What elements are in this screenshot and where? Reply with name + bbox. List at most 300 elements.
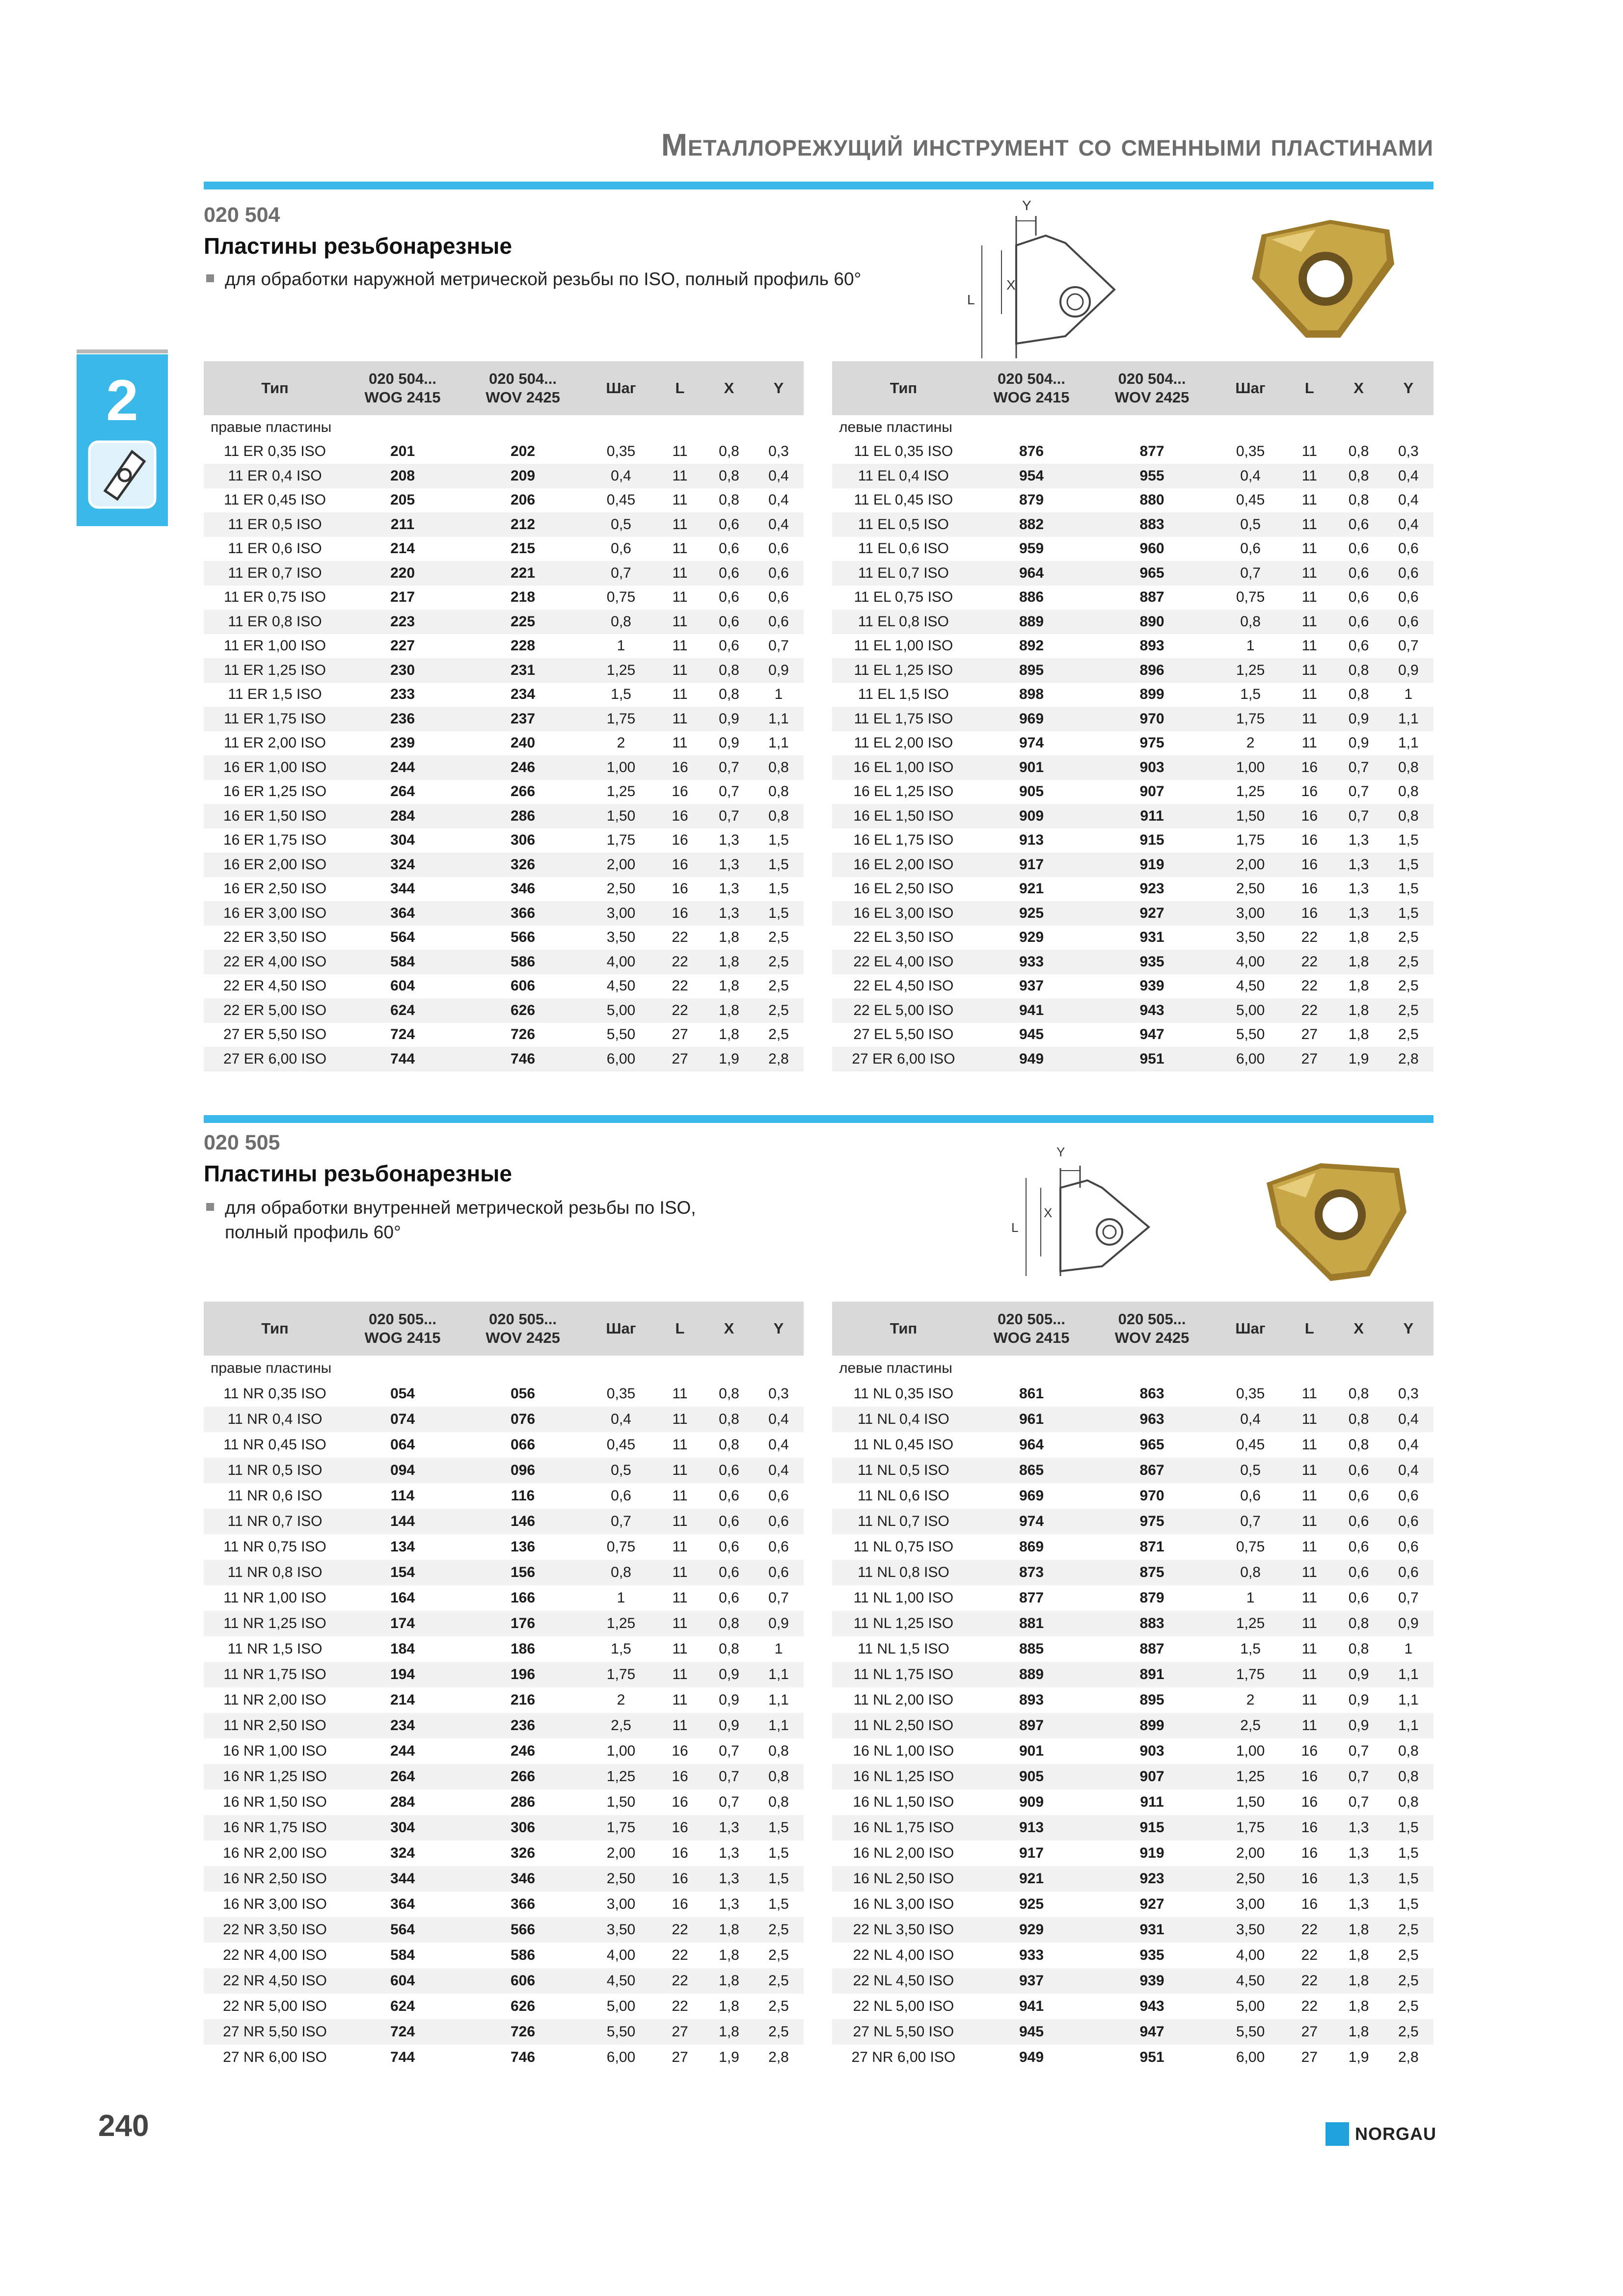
value-cell: 11 xyxy=(655,707,704,731)
table-row xyxy=(832,1611,1434,1636)
value-cell: 11 xyxy=(655,1560,704,1585)
value-cell: 16 xyxy=(655,1764,704,1789)
article-cell: 114 xyxy=(390,1488,415,1504)
value-cell: 2,8 xyxy=(754,1047,804,1071)
article-cell: 209 xyxy=(459,464,587,488)
article-cell: 929 xyxy=(975,1917,1088,1943)
value-cell: 16 xyxy=(1301,783,1318,800)
table-row xyxy=(204,1713,804,1738)
value-cell: 1,5 xyxy=(1383,1815,1434,1841)
value-cell: 11 xyxy=(672,1641,688,1657)
article-cell: 945 xyxy=(975,2019,1088,2045)
table-row xyxy=(832,877,1434,902)
article-cell: 206 xyxy=(510,492,536,508)
value-cell: 2,5 xyxy=(1383,998,1434,1023)
value-cell: 11 xyxy=(1301,1488,1317,1504)
value-cell: 16 xyxy=(1301,1743,1318,1759)
article-cell: 064 xyxy=(390,1437,415,1453)
type-cell: 27 ER 6,00 ISO xyxy=(204,1047,346,1071)
value-cell: 0,5 xyxy=(587,512,655,537)
article-cell: 911 xyxy=(1140,1794,1164,1810)
value-cell: 1,1 xyxy=(1383,707,1434,731)
article-cell: 895 xyxy=(1139,1692,1164,1708)
value-cell: 0,7 xyxy=(1348,1743,1369,1759)
value-cell: 1,25 xyxy=(587,1611,655,1636)
value-cell: 5,00 xyxy=(587,998,655,1023)
article-cell: 881 xyxy=(975,1611,1088,1636)
type-cell: 22 EL 3,50 ISO xyxy=(853,929,954,946)
type-cell: 27 NR 6,00 ISO xyxy=(851,2049,956,2065)
article-cell: 919 xyxy=(1088,853,1216,877)
type-cell: 16 EL 1,75 ISO xyxy=(853,832,954,849)
value-cell: 0,6 xyxy=(1334,1458,1383,1483)
value-cell: 0,6 xyxy=(1334,610,1383,634)
article-cell: 223 xyxy=(346,610,459,634)
type-cell: 11 ER 1,75 ISO xyxy=(204,707,346,731)
type-cell: 11 ER 1,25 ISO xyxy=(204,658,346,683)
type-cell: 16 NR 1,00 ISO xyxy=(223,1743,327,1759)
value-cell: 1 xyxy=(1246,1590,1255,1606)
value-cell: 1,3 xyxy=(719,1896,739,1912)
table-row xyxy=(832,1968,1434,1994)
value-cell: 1,8 xyxy=(704,2019,754,2045)
value-cell: 16 xyxy=(1301,832,1318,849)
value-cell: 0,4 xyxy=(1216,1407,1285,1432)
value-cell: 11 xyxy=(1301,492,1317,508)
article-cell: 927 xyxy=(1088,901,1216,926)
article-cell: 266 xyxy=(510,783,536,800)
type-cell: 22 NL 3,50 ISO xyxy=(832,1917,975,1943)
value-cell: 1,8 xyxy=(719,929,739,946)
value-cell: 16 xyxy=(655,755,704,780)
value-cell: 0,6 xyxy=(1240,1488,1261,1504)
table-row xyxy=(204,1047,804,1071)
table-row xyxy=(204,1560,804,1585)
value-cell: 1,8 xyxy=(704,998,754,1023)
value-cell: 16 xyxy=(1285,1815,1334,1841)
type-cell: 11 EL 0,7 ISO xyxy=(832,561,975,586)
value-cell: 0,35 xyxy=(1236,443,1265,460)
value-cell: 1,50 xyxy=(1236,1794,1265,1810)
value-cell: 0,6 xyxy=(719,638,739,654)
article-cell: 945 xyxy=(1019,1026,1044,1043)
value-cell: 2,5 xyxy=(1398,1998,1419,2014)
column-header: 020 504... WOV 2425 xyxy=(1088,361,1216,415)
value-cell: 0,6 xyxy=(1348,638,1369,654)
table-row xyxy=(204,853,804,877)
value-cell: 1,3 xyxy=(704,853,754,877)
value-cell: 1,3 xyxy=(1348,832,1369,849)
value-cell: 1,8 xyxy=(704,1968,754,1994)
value-cell: 2 xyxy=(1246,1692,1255,1708)
value-cell: 3,50 xyxy=(1216,1917,1285,1943)
column-header: Y xyxy=(1383,1302,1434,1356)
article-cell: 887 xyxy=(1139,589,1164,606)
article-cell: 909 xyxy=(975,804,1088,828)
type-cell: 11 NL 1,5 ISO xyxy=(857,1641,949,1657)
article-cell: 919 xyxy=(1139,1845,1164,1861)
article-cell: 346 xyxy=(510,881,536,897)
value-cell: 16 xyxy=(1285,1764,1334,1789)
value-cell: 16 xyxy=(655,1815,704,1841)
table-row xyxy=(832,1560,1434,1585)
article-cell: 903 xyxy=(1139,1743,1164,1759)
article-cell: 746 xyxy=(459,1047,587,1071)
table-row xyxy=(832,828,1434,853)
value-cell: 2,5 xyxy=(768,929,789,946)
column-header: 020 505... WOV 2425 xyxy=(1088,1302,1216,1356)
type-cell: 16 EL 3,00 ISO xyxy=(832,901,975,926)
value-cell: 16 xyxy=(672,1896,688,1912)
value-cell: 1,25 xyxy=(587,658,655,683)
table-row xyxy=(832,683,1434,707)
type-cell: 11 NR 0,6 ISO xyxy=(227,1488,323,1504)
value-cell: 3,50 xyxy=(587,1917,655,1943)
type-cell: 11 ER 1,5 ISO xyxy=(228,686,322,703)
value-cell: 11 xyxy=(672,1539,688,1555)
value-cell: 0,8 xyxy=(719,686,739,703)
value-cell: 2,5 xyxy=(1398,1026,1419,1043)
value-cell: 3,00 xyxy=(1236,1896,1265,1912)
value-cell: 0,4 xyxy=(754,512,804,537)
value-cell: 22 xyxy=(1301,1998,1318,2014)
table-header-row xyxy=(204,1302,804,1356)
value-cell: 0,6 xyxy=(768,1488,789,1504)
header-divider xyxy=(204,182,1434,189)
value-cell: 0,9 xyxy=(1334,1662,1383,1687)
article-cell: 974 xyxy=(1019,735,1044,751)
value-cell: 22 xyxy=(655,998,704,1023)
section1-code: 020 504 xyxy=(204,203,280,227)
value-cell: 2,50 xyxy=(1236,881,1265,897)
value-cell: 1,75 xyxy=(1236,832,1265,849)
article-cell: 074 xyxy=(346,1407,459,1432)
table-row xyxy=(832,464,1434,488)
article-cell: 306 xyxy=(459,1815,587,1841)
article-cell: 961 xyxy=(975,1407,1088,1432)
value-cell: 0,6 xyxy=(704,1458,754,1483)
value-cell: 0,4 xyxy=(754,1407,804,1432)
value-cell: 11 xyxy=(1301,1437,1317,1453)
article-cell: 264 xyxy=(390,783,415,800)
article-cell: 144 xyxy=(346,1509,459,1534)
value-cell: 2,5 xyxy=(1383,2019,1434,2045)
value-cell: 0,6 xyxy=(704,512,754,537)
type-cell: 16 ER 1,00 ISO xyxy=(204,755,346,780)
article-cell: 220 xyxy=(346,561,459,586)
table-row xyxy=(832,1483,1434,1509)
value-cell: 16 xyxy=(655,1866,704,1892)
chapter-tab[interactable] xyxy=(77,354,168,526)
table-row xyxy=(204,828,804,853)
value-cell: 0,8 xyxy=(768,783,789,800)
value-cell: 1,5 xyxy=(1398,1845,1419,1861)
value-cell: 1,5 xyxy=(1398,832,1419,849)
value-cell: 0,7 xyxy=(719,1743,739,1759)
type-cell: 11 EL 1,00 ISO xyxy=(854,638,953,654)
column-header: Шаг xyxy=(587,1302,655,1356)
article-cell: 215 xyxy=(510,540,536,557)
table-row xyxy=(204,1407,804,1432)
type-cell: 11 ER 1,00 ISO xyxy=(224,638,326,654)
article-cell: 869 xyxy=(1019,1539,1044,1555)
type-cell: 11 ER 0,75 ISO xyxy=(224,589,326,606)
value-cell: 16 xyxy=(672,1845,688,1861)
value-cell: 0,9 xyxy=(704,1662,754,1687)
section2-left-inserts-table xyxy=(832,1302,1434,2070)
column-header: Тип xyxy=(832,1302,975,1356)
table-row xyxy=(832,1458,1434,1483)
type-cell: 22 ER 3,50 ISO xyxy=(223,929,327,946)
article-cell: 965 xyxy=(1088,561,1216,586)
article-cell: 564 xyxy=(346,1917,459,1943)
type-cell: 11 EL 2,00 ISO xyxy=(854,735,953,751)
value-cell: 11 xyxy=(1285,707,1334,731)
value-cell: 11 xyxy=(1301,1539,1317,1555)
column-header: 020 505... WOV 2425 xyxy=(459,1302,587,1356)
value-cell: 0,4 xyxy=(768,1437,789,1453)
insert-icon xyxy=(85,438,159,511)
table-row xyxy=(204,537,804,561)
table-row xyxy=(832,926,1434,950)
table-row xyxy=(204,464,804,488)
value-cell: 27 xyxy=(672,1026,688,1043)
article-cell: 913 xyxy=(1019,832,1044,849)
value-cell: 0,35 xyxy=(606,443,636,460)
article-cell: 937 xyxy=(1019,978,1044,994)
value-cell: 1 xyxy=(1404,1641,1413,1657)
article-cell: 917 xyxy=(975,853,1088,877)
value-cell: 0,8 xyxy=(587,1560,655,1585)
value-cell: 22 xyxy=(672,1947,688,1963)
value-cell: 1,75 xyxy=(1216,1815,1285,1841)
value-cell: 2,5 xyxy=(768,1947,789,1963)
article-cell: 234 xyxy=(510,686,536,703)
value-cell: 0,7 xyxy=(1216,1509,1285,1534)
article-cell: 915 xyxy=(1088,1815,1216,1841)
type-cell: 22 EL 4,50 ISO xyxy=(853,978,954,994)
value-cell: 1,25 xyxy=(606,783,636,800)
value-cell: 0,7 xyxy=(768,638,789,654)
value-cell: 11 xyxy=(1285,512,1334,537)
value-cell: 16 xyxy=(1301,881,1318,897)
article-cell: 931 xyxy=(1088,1917,1216,1943)
value-cell: 16 xyxy=(655,853,704,877)
type-cell: 11 NL 2,00 ISO xyxy=(853,1692,954,1708)
type-cell: 11 NR 0,8 ISO xyxy=(204,1560,346,1585)
value-cell: 27 xyxy=(655,2019,704,2045)
value-cell: 0,6 xyxy=(754,1509,804,1534)
table-row xyxy=(832,1866,1434,1892)
value-cell: 1,3 xyxy=(1334,1815,1383,1841)
article-cell: 246 xyxy=(459,755,587,780)
article-cell: 584 xyxy=(390,1947,415,1963)
table-row xyxy=(204,1994,804,2019)
type-cell: 16 NR 1,25 ISO xyxy=(204,1764,346,1789)
value-cell: 2,5 xyxy=(587,1713,655,1738)
value-cell: 0,9 xyxy=(1383,658,1434,683)
article-cell: 744 xyxy=(346,1047,459,1071)
column-header: X xyxy=(1334,1302,1383,1356)
diagram-label-l: L xyxy=(967,292,975,307)
value-cell: 1,3 xyxy=(1334,853,1383,877)
value-cell: 11 xyxy=(672,1590,688,1606)
value-cell: 1,5 xyxy=(1383,853,1434,877)
value-cell: 22 xyxy=(672,1998,688,2014)
value-cell: 1,8 xyxy=(1348,978,1369,994)
value-cell: 5,50 xyxy=(1236,1026,1265,1043)
value-cell: 0,7 xyxy=(1348,1794,1369,1810)
value-cell: 1,5 xyxy=(754,1866,804,1892)
value-cell: 0,8 xyxy=(1334,464,1383,488)
value-cell: 1,1 xyxy=(1398,1692,1419,1708)
type-cell: 27 NR 5,50 ISO xyxy=(204,2019,346,2045)
value-cell: 11 xyxy=(672,638,688,654)
value-cell: 1,3 xyxy=(704,901,754,926)
type-cell: 16 ER 1,50 ISO xyxy=(204,804,346,828)
value-cell: 5,00 xyxy=(606,1998,636,2014)
value-cell: 1,1 xyxy=(1383,1662,1434,1687)
type-cell: 11 ER 0,8 ISO xyxy=(204,610,346,634)
value-cell: 16 xyxy=(1285,755,1334,780)
value-cell: 1,5 xyxy=(1383,901,1434,926)
section2-title: Пластины резьбонарезные xyxy=(204,1161,513,1186)
article-cell: 228 xyxy=(510,638,536,654)
article-cell: 883 xyxy=(1088,1611,1216,1636)
value-cell: 16 xyxy=(1301,1845,1318,1861)
value-cell: 2,5 xyxy=(768,1026,789,1043)
value-cell: 22 xyxy=(672,978,688,994)
value-cell: 2,5 xyxy=(754,1917,804,1943)
value-cell: 16 xyxy=(1285,1866,1334,1892)
article-cell: 895 xyxy=(975,658,1088,683)
table-row xyxy=(832,1407,1434,1432)
value-cell: 1,5 xyxy=(1398,881,1419,897)
article-cell: 892 xyxy=(1019,638,1044,654)
value-cell: 11 xyxy=(1301,735,1317,751)
chapter-tab-topline xyxy=(77,349,168,353)
value-cell: 16 xyxy=(672,783,688,800)
value-cell: 0,45 xyxy=(606,1437,636,1453)
value-cell: 27 xyxy=(655,1047,704,1071)
section2-code: 020 505 xyxy=(204,1131,280,1154)
article-cell: 136 xyxy=(510,1539,536,1555)
table-row xyxy=(832,998,1434,1023)
value-cell: 2,00 xyxy=(1236,1845,1265,1861)
type-cell: 11 NL 1,00 ISO xyxy=(853,1590,954,1606)
value-cell: 2,8 xyxy=(1383,1047,1434,1071)
column-header: X xyxy=(704,361,754,415)
value-cell: 16 xyxy=(672,1743,688,1759)
table-row xyxy=(832,1432,1434,1458)
value-cell: 2,5 xyxy=(1383,950,1434,974)
section1-left-inserts-table xyxy=(832,361,1434,1071)
article-cell: 897 xyxy=(975,1713,1088,1738)
article-cell: 970 xyxy=(1088,707,1216,731)
type-cell: 16 NL 2,50 ISO xyxy=(832,1866,975,1892)
article-cell: 965 xyxy=(1139,1437,1164,1453)
type-cell: 11 EL 1,25 ISO xyxy=(832,658,975,683)
article-cell: 326 xyxy=(510,1845,536,1861)
article-cell: 211 xyxy=(346,512,459,537)
table-row xyxy=(832,1509,1434,1534)
article-cell: 326 xyxy=(459,853,587,877)
value-cell: 1,50 xyxy=(587,804,655,828)
value-cell: 1 xyxy=(1246,638,1255,654)
table-row xyxy=(204,2019,804,2045)
article-cell: 284 xyxy=(346,804,459,828)
type-cell: 11 ER 0,35 ISO xyxy=(224,443,326,460)
value-cell: 4,50 xyxy=(1236,978,1265,994)
section1-insert-photo xyxy=(1242,205,1404,347)
table-row xyxy=(204,1917,804,1943)
article-cell: 954 xyxy=(975,464,1088,488)
type-cell: 11 NL 0,75 ISO xyxy=(853,1539,954,1555)
article-cell: 907 xyxy=(1088,1764,1216,1789)
article-cell: 975 xyxy=(1088,1509,1216,1534)
article-cell: 955 xyxy=(1088,464,1216,488)
value-cell: 4,50 xyxy=(1216,1968,1285,1994)
value-cell: 2,00 xyxy=(606,1845,636,1861)
article-cell: 927 xyxy=(1139,1896,1164,1912)
article-cell: 366 xyxy=(459,901,587,926)
table-row xyxy=(832,1687,1434,1713)
value-cell: 1,9 xyxy=(1348,2049,1369,2065)
value-cell: 4,00 xyxy=(1236,1947,1265,1963)
value-cell: 1,5 xyxy=(768,881,789,897)
value-cell: 16 xyxy=(1285,804,1334,828)
value-cell: 1,1 xyxy=(768,1692,789,1708)
value-cell: 1,8 xyxy=(719,1026,739,1043)
article-cell: 959 xyxy=(1019,540,1044,557)
table-row xyxy=(204,586,804,610)
value-cell: 11 xyxy=(1301,1590,1317,1606)
value-cell: 1,8 xyxy=(1334,1917,1383,1943)
article-cell: 883 xyxy=(1088,512,1216,537)
value-cell: 11 xyxy=(1285,1713,1334,1738)
type-cell: 11 EL 0,6 ISO xyxy=(858,540,949,557)
value-cell: 0,6 xyxy=(1334,512,1383,537)
article-cell: 909 xyxy=(1019,1794,1044,1810)
article-cell: 903 xyxy=(1088,755,1216,780)
value-cell: 1,9 xyxy=(719,2049,739,2065)
value-cell: 0,4 xyxy=(1383,464,1434,488)
value-cell: 11 xyxy=(655,610,704,634)
article-cell: 963 xyxy=(1088,1407,1216,1432)
type-cell: 11 NL 0,4 ISO xyxy=(832,1407,975,1432)
value-cell: 11 xyxy=(1285,1560,1334,1585)
value-cell: 16 xyxy=(672,881,688,897)
table-row xyxy=(832,2045,1434,2070)
value-cell: 1,8 xyxy=(1334,950,1383,974)
value-cell: 1,3 xyxy=(719,881,739,897)
value-cell: 22 xyxy=(1301,978,1318,994)
value-cell: 0,9 xyxy=(1383,1611,1434,1636)
article-cell: 234 xyxy=(346,1713,459,1738)
table-row xyxy=(832,974,1434,999)
value-cell: 0,8 xyxy=(1334,1611,1383,1636)
type-cell: 11 NR 0,45 ISO xyxy=(223,1437,326,1453)
value-cell: 0,7 xyxy=(1398,638,1419,654)
article-cell: 898 xyxy=(1019,686,1044,703)
value-cell: 11 xyxy=(1285,561,1334,586)
type-cell: 16 NR 1,75 ISO xyxy=(204,1815,346,1841)
table-row xyxy=(204,488,804,513)
article-cell: 134 xyxy=(390,1539,415,1555)
value-cell: 16 xyxy=(1285,901,1334,926)
value-cell: 11 xyxy=(655,512,704,537)
value-cell: 16 xyxy=(1301,1794,1318,1810)
